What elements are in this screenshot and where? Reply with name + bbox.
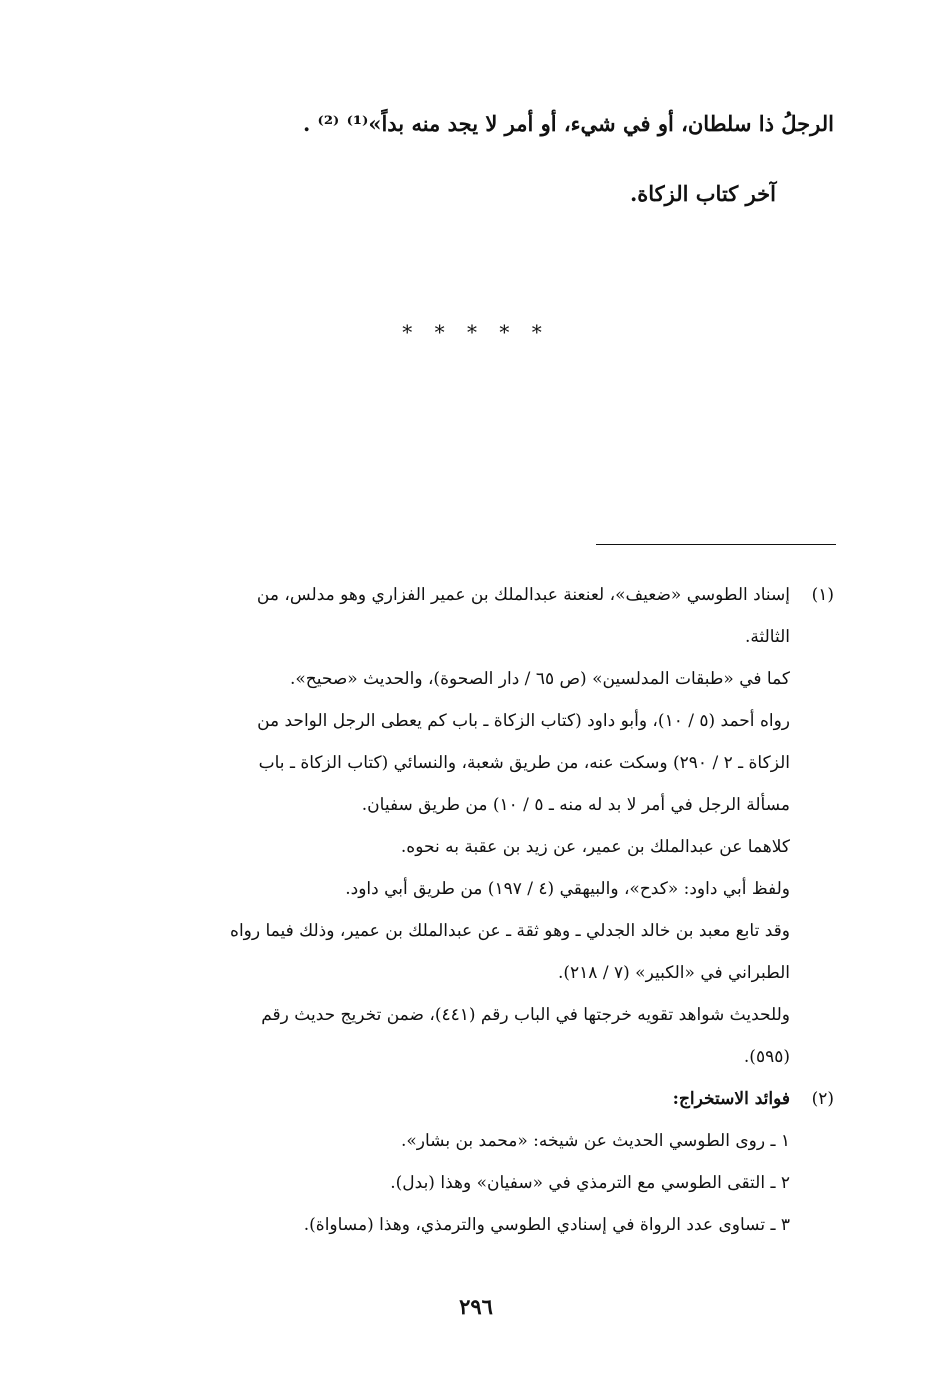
footnote-rule — [596, 544, 836, 545]
footnote-2-item: ٢ ـ التقى الطوسي مع الترمذي في «سفيان» وهذا (بدل). — [390, 1173, 790, 1193]
page-number: ٢٩٦ — [459, 1294, 493, 1319]
section-separator: * * * * * — [402, 320, 550, 344]
footnote-1-line: رواه أحمد (٥ / ١٠)، وأبو داود (كتاب الزكاة ـ باب كم يعطى الرجل الواحد من — [257, 711, 790, 731]
footnote-2-number: (٢) — [811, 1089, 834, 1109]
footnote-1-line — [112, 574, 834, 616]
footnote-2-item: ٣ ـ تساوى عدد الرواة في إسنادي الطوسي والترمذي، وهذا (مساواة). — [303, 1215, 790, 1235]
footnote-2-heading: فوائد الاستخراج: — [672, 1089, 790, 1109]
footnote-2-heading-line — [112, 1078, 834, 1120]
footnote-1-line: (٥٩٥). — [743, 1047, 790, 1067]
footnote-2-item: ١ ـ روى الطوسي الحديث عن شيخه: «محمد بن بشار». — [400, 1131, 790, 1151]
footnote-1-line: كما في «طبقات المدلسين» (ص ٦٥ / دار الصحوة)، والحديث «صحيح». — [289, 669, 790, 689]
main-text-line-2: آخر كتاب الزكاة. — [629, 181, 776, 206]
footnote-1-line: كلاهما عن عبدالملك بن عمير، عن زيد بن عقبة به نحوه. — [400, 837, 790, 857]
footnotes — [112, 574, 834, 1246]
footnote-1-text: إسناد الطوسي «ضعيف»، لعنعنة عبدالملك بن عمير الفزاري وهو مدلس، من — [256, 585, 790, 605]
footnote-1-line: الزكاة ـ ٢ / ٢٩٠) وسكت عنه، من طريق شعبة، والنسائي (كتاب الزكاة ـ باب — [258, 753, 790, 773]
footnote-1-line: وللحديث شواهد تقويه خرجتها في الباب رقم (٤٤١)، ضمن تخريج حديث رقم — [261, 1005, 790, 1025]
footnote-1-line: الثالثة. — [744, 627, 790, 647]
footnote-1-line: ولفظ أبي داود: «كدح»، والبيهقي (٤ / ١٩٧) من طريق أبي داود. — [345, 879, 790, 899]
footnote-1-line: مسألة الرجل في أمر لا بد له منه ـ ٥ / ١٠) من طريق سفيان. — [361, 795, 790, 815]
footnote-1-number: (١) — [811, 585, 834, 605]
footnote-1-line: الطبراني في «الكبير» (٧ / ٢١٨). — [558, 963, 790, 983]
main-text-line-1: الرجلُ ذا سلطان، أو في شيء، أو أمر لا يجد منه بداً»⁽¹⁾ ⁽²⁾ . — [302, 111, 834, 136]
footnote-1-line: وقد تابع معبد بن خالد الجدلي ـ وهو ثقة ـ عن عبدالملك بن عمير، وذلك فيما رواه — [230, 921, 790, 941]
